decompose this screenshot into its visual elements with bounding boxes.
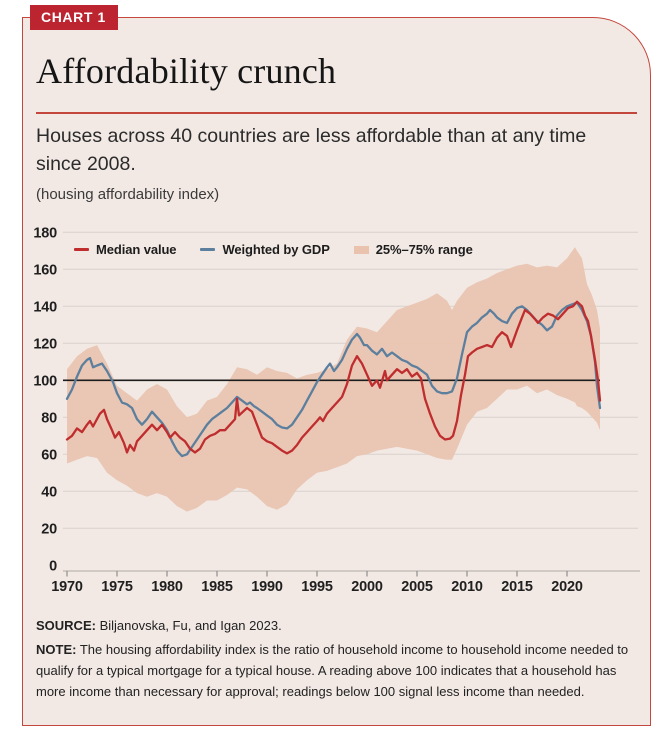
x-tick-label: 2010 [451, 579, 483, 595]
source-text: Biljanovska, Fu, and Igan 2023. [95, 618, 282, 633]
y-tick-label: 180 [33, 225, 57, 242]
chart-subtitle: Houses across 40 countries are less affordable than at any time since 2008. [36, 125, 587, 175]
x-tick-label: 1985 [201, 579, 233, 595]
legend-label-range: 25%–75% range [375, 242, 473, 257]
legend-label-gdp: Weighted by GDP [222, 242, 330, 257]
range-band [67, 247, 600, 512]
y-tick-label: 20 [41, 521, 57, 538]
x-tick-label: 2020 [551, 579, 583, 595]
median-line-swatch [74, 248, 89, 251]
x-tick-label: 2005 [401, 579, 433, 595]
x-tick-label: 1980 [151, 579, 183, 595]
legend-item-median [74, 242, 176, 257]
y-tick-label: 80 [41, 410, 57, 427]
x-tick-label: 2015 [501, 579, 533, 595]
source-label: SOURCE: [36, 618, 96, 633]
legend-item-range [354, 242, 473, 257]
gdp-line-swatch [200, 248, 215, 251]
chart-legend [74, 242, 473, 257]
note-text: The housing affordability index is the ratio of household income to household income needed to qualify for a typical mortgage for a typical house. A reading above 100 indicates that a household has more income than necessary for approval; readings below 100 signal less income than needed. [36, 642, 629, 699]
chart-number-badge: CHART 1 [30, 5, 118, 30]
x-tick-label: 1990 [251, 579, 283, 595]
x-tick-label: 1975 [101, 579, 133, 595]
y-tick-label: 0 [49, 558, 57, 575]
legend-label-median: Median value [96, 242, 177, 257]
range-band-swatch [354, 246, 369, 254]
note-label: NOTE: [36, 642, 77, 657]
source-line [36, 615, 636, 636]
x-tick-label: 1970 [51, 579, 83, 595]
y-tick-label: 160 [33, 262, 57, 279]
note-line [36, 639, 642, 702]
y-tick-label: 120 [33, 336, 57, 353]
y-tick-label: 100 [33, 373, 57, 390]
chart-title: Affordability crunch [36, 51, 337, 91]
x-tick-label: 2000 [351, 579, 383, 595]
x-tick-label: 1995 [301, 579, 333, 595]
legend-item-gdp [200, 242, 329, 257]
y-tick-label: 140 [33, 299, 57, 316]
y-tick-label: 60 [41, 447, 57, 464]
y-tick-label: 40 [41, 484, 57, 501]
axis-unit-note: (housing affordability index) [36, 186, 220, 203]
